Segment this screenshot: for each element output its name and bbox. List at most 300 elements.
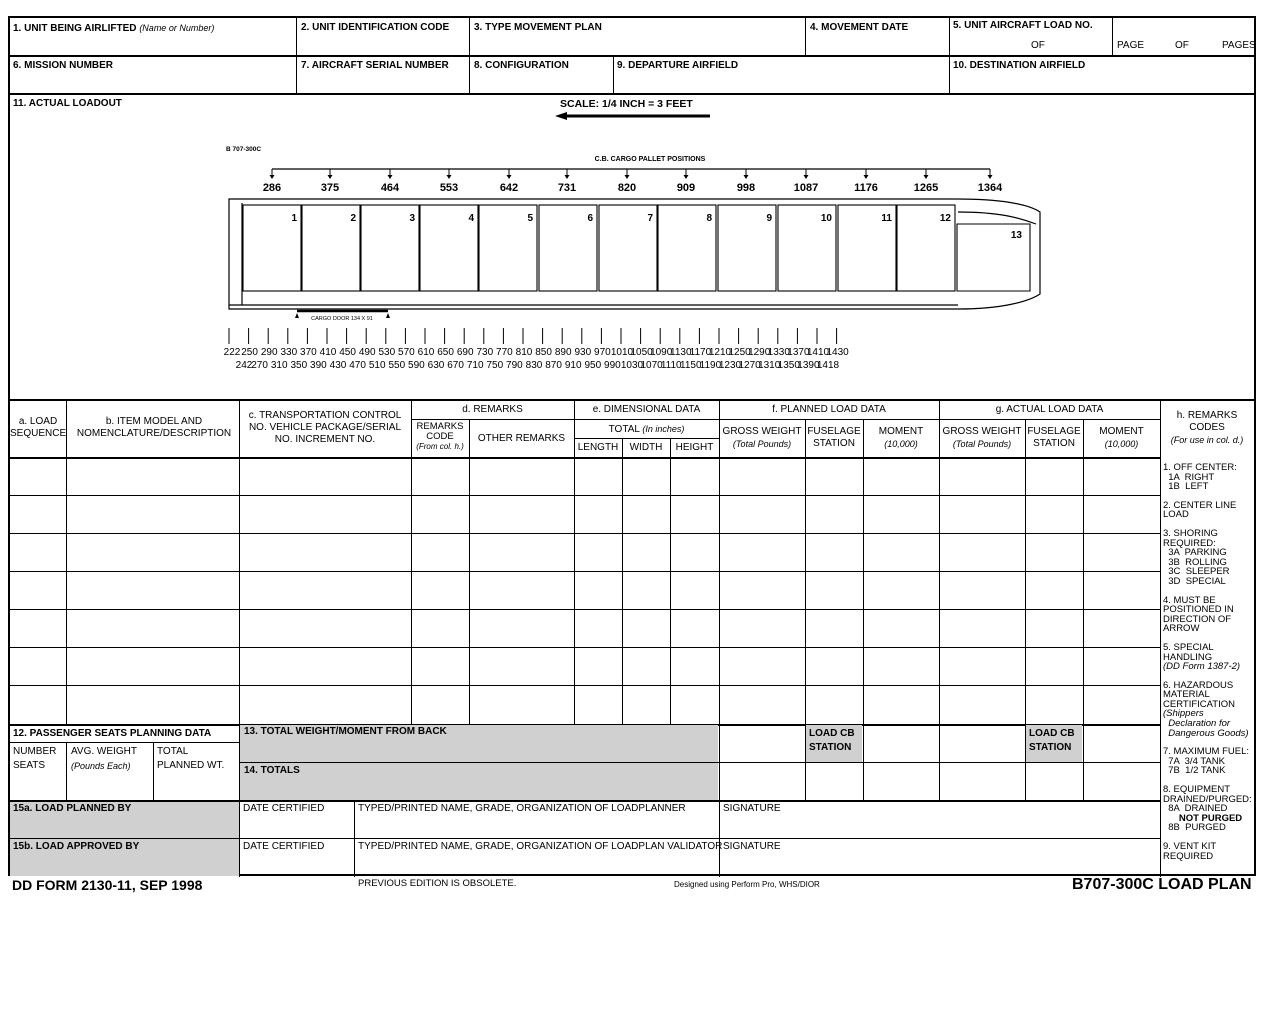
actual-fuselage-station-cell[interactable] [1025, 647, 1083, 685]
length-cell[interactable] [574, 495, 622, 533]
remarks-code-cell[interactable] [411, 495, 469, 533]
station-top-value: 890 [554, 347, 572, 358]
cb-position-value: 909 [676, 182, 696, 194]
remark-code-line: 8. EQUIPMENT [1163, 784, 1231, 796]
station-bottom-value: 670 [447, 360, 464, 371]
length-cell[interactable] [574, 457, 622, 495]
tcn-serial-cell[interactable] [239, 647, 411, 685]
length-cell[interactable] [574, 609, 622, 647]
tcn-serial-cell[interactable] [239, 609, 411, 647]
other-remarks-cell[interactable] [469, 609, 574, 647]
remark-code-line: 7A 3/4 TANK [1163, 755, 1225, 767]
cb-position-value: 375 [320, 182, 340, 194]
station-top-value: 1210 [708, 347, 732, 358]
scale-arrow-head [555, 112, 567, 120]
obsolete-notice: PREVIOUS EDITION IS OBSOLETE. [358, 878, 517, 889]
remark-code-item [1163, 643, 1255, 672]
cb-position-value: 1364 [977, 182, 1003, 194]
form-title: B707-300C LOAD PLAN [1072, 876, 1252, 893]
cb-arrow [864, 175, 869, 179]
totals-label: 14. TOTALS [244, 765, 300, 776]
planned-gross-weight-cell[interactable] [719, 571, 805, 609]
planned-moment-cell[interactable] [863, 495, 939, 533]
pallet-number: 12 [939, 213, 951, 224]
remark-code-item [1163, 681, 1255, 739]
planned-fuselage-station-cell[interactable] [805, 647, 863, 685]
remark-code-line: (Shippers [1163, 708, 1204, 720]
col-b-header: b. ITEM MODEL AND NOMENCLATURE/DESCRIPTION [76, 416, 232, 439]
item-description-cell[interactable] [66, 495, 239, 533]
signature-label-b: SIGNATURE [723, 841, 781, 852]
actual-gross-weight-cell[interactable] [939, 533, 1025, 571]
remark-code-line: 7. MAXIMUM FUEL: [1163, 746, 1250, 758]
station-top-value: 1130 [670, 347, 692, 358]
remark-code-item [1163, 529, 1255, 587]
station-top-value: 250 [241, 347, 258, 358]
station-top-value: 410 [319, 347, 337, 358]
planned-gross-header: GROSS WEIGHT (Total Pounds) [722, 426, 802, 449]
remark-code-line: 3C SLEEPER [1163, 566, 1230, 578]
height-cell[interactable] [670, 571, 719, 609]
actual-load-cb-label: LOAD CB STATION [1029, 728, 1075, 753]
load-sequence-cell[interactable] [10, 609, 66, 647]
station-top-value: 530 [378, 347, 396, 358]
load-of-label: OF [1031, 40, 1045, 51]
tcn-serial-cell[interactable] [239, 533, 411, 571]
remark-code-item [1163, 842, 1255, 861]
station-top-value: 1410 [806, 347, 830, 358]
cb-arrow [507, 175, 512, 179]
height-cell[interactable] [670, 495, 719, 533]
tcn-serial-cell[interactable] [239, 685, 411, 723]
station-bottom-value: 1418 [816, 360, 840, 371]
actual-gross-weight-cell[interactable] [939, 495, 1025, 533]
actual-moment-cell[interactable] [1083, 533, 1160, 571]
width-header: WIDTH [629, 442, 663, 453]
load-planned-by-label: 15a. LOAD PLANNED BY [13, 803, 132, 814]
load-sequence-cell[interactable] [10, 533, 66, 571]
remark-code-line: MATERIAL [1163, 689, 1210, 701]
pallet-number: 6 [587, 213, 593, 224]
remark-code-item [1163, 596, 1255, 634]
remark-code-line: (DD Form 1387-2) [1163, 661, 1241, 673]
cb-arrow [924, 175, 929, 179]
height-cell[interactable] [670, 685, 719, 723]
station-top-value: 1170 [689, 347, 712, 358]
width-cell[interactable] [622, 571, 670, 609]
planned-fuselage-station-cell[interactable] [805, 685, 863, 723]
remark-code-line: 5. SPECIAL [1163, 641, 1214, 653]
remark-code-line: DIRECTION OF [1163, 613, 1232, 625]
pallet-number: 8 [706, 213, 712, 224]
station-top-value: 770 [496, 347, 513, 358]
actual-fuselage-station-cell[interactable] [1025, 609, 1083, 647]
length-cell[interactable] [574, 647, 622, 685]
station-top-value: 650 [437, 347, 454, 358]
cb-position-value: 1087 [793, 182, 819, 194]
unit-aircraft-load-label: 5. UNIT AIRCRAFT LOAD NO. [953, 20, 1093, 31]
station-top-value: 370 [300, 347, 317, 358]
other-remarks-cell[interactable] [469, 571, 574, 609]
height-header: HEIGHT [675, 442, 714, 453]
passenger-seats-label: 12. PASSENGER SEATS PLANNING DATA [13, 728, 212, 739]
station-top-value: 570 [398, 347, 415, 358]
remark-code-line: 3. SHORING [1163, 527, 1218, 539]
actual-moment-cell[interactable] [1083, 685, 1160, 723]
other-remarks-cell[interactable] [469, 457, 574, 495]
departure-airfield-label: 9. DEPARTURE AIRFIELD [617, 60, 739, 71]
avg-weight-label: AVG. WEIGHT (Pounds Each) [71, 746, 137, 771]
cb-arrow [625, 175, 630, 179]
remark-code-line: NOT PURGED [1163, 812, 1243, 824]
station-top-value: 1090 [650, 347, 673, 358]
station-top-value: 1250 [728, 347, 751, 358]
item-description-cell[interactable] [66, 533, 239, 571]
remark-code-line: 6. HAZARDOUS [1163, 679, 1234, 691]
station-bottom-value: 1310 [758, 360, 781, 371]
pallet-number: 4 [468, 213, 474, 224]
station-top-value: 1050 [630, 347, 653, 358]
station-bottom-value: 1230 [718, 360, 742, 371]
station-bottom-value: 830 [525, 360, 543, 371]
station-top-value: 730 [476, 347, 494, 358]
total-inches-header: TOTAL (In inches) [608, 424, 685, 435]
planned-gross-weight-cell[interactable] [719, 609, 805, 647]
actual-moment-cell[interactable] [1083, 457, 1160, 495]
col-d-header: d. REMARKS [462, 404, 523, 415]
col-a-header: a. LOAD SEQUENCE [10, 416, 67, 439]
height-cell[interactable] [670, 609, 719, 647]
cb-position-value: 464 [380, 182, 400, 194]
station-top-value: 930 [574, 347, 592, 358]
pallet-number: 9 [766, 213, 772, 224]
actual-moment-cell[interactable] [1083, 495, 1160, 533]
station-top-value: 490 [358, 347, 376, 358]
length-header: LENGTH [577, 442, 619, 453]
planned-moment-cell[interactable] [863, 571, 939, 609]
planned-gross-weight-cell[interactable] [719, 647, 805, 685]
actual-moment-cell[interactable] [1083, 647, 1160, 685]
station-bottom-value: 430 [329, 360, 347, 371]
station-top-value: 690 [456, 347, 474, 358]
remark-code-line: DRAINED/PURGED: [1163, 793, 1252, 805]
aircraft-serial-label: 7. AIRCRAFT SERIAL NUMBER [301, 60, 449, 71]
unit-id-code-label: 2. UNIT IDENTIFICATION CODE [301, 22, 450, 33]
cb-position-value: 286 [262, 182, 282, 194]
remark-code-line: 3A PARKING [1163, 547, 1227, 559]
height-cell[interactable] [670, 533, 719, 571]
planned-fuselage-station-cell[interactable] [805, 457, 863, 495]
actual-loadout-label: 11. ACTUAL LOADOUT [13, 98, 122, 109]
actual-moment-header: MOMENT (10,000) [1099, 426, 1144, 449]
remark-code-line: 3B ROLLING [1163, 556, 1227, 568]
station-top-value: 290 [260, 347, 278, 358]
total-planned-label: TOTAL PLANNED WT. [157, 746, 225, 771]
pallet-number: 3 [409, 213, 415, 224]
movement-date-label: 4. MOVEMENT DATE [810, 22, 909, 33]
other-remarks-cell[interactable] [469, 495, 574, 533]
height-cell[interactable] [670, 457, 719, 495]
station-bottom-value: 390 [310, 360, 327, 371]
other-remarks-cell[interactable] [469, 685, 574, 723]
actual-fuselage-station-cell[interactable] [1025, 533, 1083, 571]
load-sequence-cell[interactable] [10, 647, 66, 685]
station-top-value: 330 [280, 347, 298, 358]
scale-label: SCALE: 1/4 INCH = 3 FEET [560, 98, 693, 110]
signature-label-a: SIGNATURE [723, 803, 781, 814]
load-sequence-cell[interactable] [10, 495, 66, 533]
actual-gross-weight-cell[interactable] [939, 647, 1025, 685]
cb-arrow [804, 175, 809, 179]
planned-gross-weight-cell[interactable] [719, 685, 805, 723]
remark-code-line: 1. OFF CENTER: [1163, 462, 1237, 473]
cb-position-value: 642 [499, 182, 519, 194]
height-cell[interactable] [670, 647, 719, 685]
remark-code-line: LOAD [1163, 509, 1189, 521]
remarks-code-header: REMARKS CODE (From col. h.) [416, 421, 464, 451]
cb-arrow [744, 175, 749, 179]
planned-fuselage-header: FUSELAGE STATION [807, 426, 861, 449]
page-label: PAGE [1117, 40, 1145, 51]
cargo-door-label: CARGO DOOR 134 X 91 [311, 316, 373, 322]
station-bottom-value: 510 [368, 360, 386, 371]
remark-code-line: Declaration for [1163, 718, 1231, 730]
station-bottom-value: 350 [290, 360, 308, 371]
aircraft-type-label: B 707-300C [226, 146, 262, 153]
actual-moment-cell[interactable] [1083, 571, 1160, 609]
station-bottom-value: 630 [427, 360, 445, 371]
remark-code-line: 1B LEFT [1163, 481, 1209, 493]
station-bottom-value: 1190 [699, 360, 722, 371]
remark-code-line: HANDLING [1163, 651, 1213, 663]
number-seats-label: NUMBER SEATS [13, 746, 57, 771]
date-certified-label-b: DATE CERTIFIED [243, 841, 325, 852]
station-bottom-value: 1350 [777, 360, 800, 371]
planned-moment-cell[interactable] [863, 647, 939, 685]
other-remarks-header: OTHER REMARKS [477, 433, 566, 444]
station-bottom-value: 710 [466, 360, 484, 371]
station-top-value: 1370 [787, 347, 810, 358]
width-cell[interactable] [622, 685, 670, 723]
width-cell[interactable] [622, 457, 670, 495]
item-description-cell[interactable] [66, 685, 239, 723]
length-cell[interactable] [574, 533, 622, 571]
actual-gross-weight-cell[interactable] [939, 609, 1025, 647]
station-bottom-value: 242 [235, 360, 253, 371]
date-certified-label-a: DATE CERTIFIED [243, 803, 325, 814]
station-top-value: 1290 [748, 347, 771, 358]
load-plan-form [8, 16, 1256, 876]
remarks-codes-list [1163, 463, 1255, 870]
remark-code-line: 4. MUST BE [1163, 594, 1216, 606]
planned-gross-weight-cell[interactable] [719, 533, 805, 571]
remark-code-line: CERTIFICATION [1163, 698, 1235, 710]
station-bottom-value: 910 [564, 360, 582, 371]
item-description-cell[interactable] [66, 609, 239, 647]
planned-moment-header: MOMENT (10,000) [878, 426, 924, 449]
station-bottom-value: 1270 [738, 360, 761, 371]
remark-code-line: REQUIRED: [1163, 537, 1216, 549]
remark-code-line: 9. VENT KIT [1163, 841, 1217, 852]
other-remarks-cell[interactable] [469, 647, 574, 685]
actual-fuselage-station-cell[interactable] [1025, 685, 1083, 723]
station-top-value: 1010 [610, 347, 634, 358]
actual-fuselage-station-cell[interactable] [1025, 571, 1083, 609]
tcn-serial-cell[interactable] [239, 457, 411, 495]
station-bottom-value: 790 [506, 360, 523, 371]
station-bottom-value: 270 [251, 360, 268, 371]
page-of-label: OF [1175, 40, 1189, 51]
cb-arrow [447, 175, 452, 179]
station-bottom-value: 1070 [640, 360, 663, 371]
planned-fuselage-station-cell[interactable] [805, 533, 863, 571]
form-number: DD FORM 2130-11, SEP 1998 [12, 877, 203, 893]
planned-gross-weight-cell[interactable] [719, 495, 805, 533]
pallet-number: 13 [1010, 230, 1022, 241]
actual-moment-cell[interactable] [1083, 609, 1160, 647]
actual-gross-weight-cell[interactable] [939, 571, 1025, 609]
station-bottom-value: 950 [584, 360, 602, 371]
remark-code-line: REQUIRED [1163, 850, 1214, 862]
remarks-code-cell[interactable] [411, 571, 469, 609]
cb-position-value: 1176 [854, 182, 878, 194]
remarks-code-cell[interactable] [411, 533, 469, 571]
item-description-cell[interactable] [66, 457, 239, 495]
planned-gross-weight-cell[interactable] [719, 457, 805, 495]
remark-code-line: 2. CENTER LINE [1163, 499, 1237, 511]
station-bottom-value: 550 [388, 360, 406, 371]
col-e-header: e. DIMENSIONAL DATA [592, 404, 701, 415]
planned-fuselage-station-cell[interactable] [805, 609, 863, 647]
station-bottom-value: 750 [486, 360, 504, 371]
station-bottom-value: 470 [349, 360, 366, 371]
cb-arrow [565, 175, 570, 179]
planned-moment-cell[interactable] [863, 685, 939, 723]
width-cell[interactable] [622, 609, 670, 647]
length-cell[interactable] [574, 571, 622, 609]
station-bottom-value: 990 [604, 360, 621, 371]
cb-arrow [684, 175, 689, 179]
tcn-serial-cell[interactable] [239, 571, 411, 609]
remark-code-line: 8A DRAINED [1163, 803, 1228, 815]
remarks-code-cell[interactable] [411, 647, 469, 685]
cb-arrow [328, 175, 333, 179]
cb-position-value: 1265 [913, 182, 939, 194]
aircraft-diagram [10, 104, 1254, 384]
width-cell[interactable] [622, 495, 670, 533]
type-movement-plan-label: 3. TYPE MOVEMENT PLAN [474, 22, 602, 33]
station-bottom-value: 1150 [680, 360, 702, 371]
item-description-cell[interactable] [66, 647, 239, 685]
remark-code-line: ARROW [1163, 623, 1200, 635]
unit-airlifted-label: 1. UNIT BEING AIRLIFTED (Name or Number) [13, 23, 215, 34]
load-sequence-cell[interactable] [10, 685, 66, 723]
col-c-header: c. TRANSPORTATION CONTROL NO. VEHICLE PACKAGE/SERIAL NO. INCREMENT NO. [248, 410, 402, 445]
remark-code-line: Dangerous Goods) [1163, 727, 1249, 739]
station-bottom-value: 590 [408, 360, 425, 371]
station-top-value: 850 [535, 347, 552, 358]
planned-load-cb-label: LOAD CB STATION [809, 728, 855, 753]
planned-fuselage-station-cell[interactable] [805, 495, 863, 533]
remark-code-line: 3D SPECIAL [1163, 575, 1226, 587]
remarks-code-cell[interactable] [411, 685, 469, 723]
station-top-value: 450 [339, 347, 356, 358]
actual-gross-weight-cell[interactable] [939, 457, 1025, 495]
cb-position-value: 731 [557, 182, 577, 194]
remark-code-line: POSITIONED IN [1163, 604, 1234, 616]
actual-gross-header: GROSS WEIGHT (Total Pounds) [942, 426, 1022, 449]
remarks-code-cell[interactable] [411, 457, 469, 495]
typed-name-validator-label: TYPED/PRINTED NAME, GRADE, ORGANIZATION OF LOADPLAN VALIDATOR [358, 841, 723, 852]
load-sequence-cell[interactable] [10, 457, 66, 495]
other-remarks-cell[interactable] [469, 533, 574, 571]
load-approved-by-label: 15b. LOAD APPROVED BY [13, 841, 140, 852]
planned-moment-cell[interactable] [863, 533, 939, 571]
station-bottom-value: 1030 [620, 360, 644, 371]
station-top-value: 1330 [767, 347, 790, 358]
pallet-number: 1 [291, 213, 297, 224]
pages-label: PAGES [1222, 40, 1256, 51]
station-bottom-value: 870 [545, 360, 562, 371]
cb-arrow [388, 175, 393, 179]
pallet-number: 2 [350, 213, 356, 224]
pallet-number: 11 [881, 213, 892, 224]
item-description-cell[interactable] [66, 571, 239, 609]
col-f-header: f. PLANNED LOAD DATA [772, 404, 886, 415]
remark-code-item [1163, 463, 1255, 492]
remark-code-item [1163, 501, 1255, 520]
planned-moment-cell[interactable] [863, 457, 939, 495]
planned-moment-cell[interactable] [863, 609, 939, 647]
remark-code-line: 7B 1/2 TANK [1163, 765, 1226, 777]
remarks-code-cell[interactable] [411, 609, 469, 647]
cb-arrow [988, 175, 993, 179]
pallet-number: 10 [820, 213, 832, 224]
station-bottom-value: 1390 [797, 360, 820, 371]
station-top-value: 222 [223, 347, 241, 358]
configuration-label: 8. CONFIGURATION [474, 60, 569, 71]
station-bottom-value: 310 [270, 360, 288, 371]
cargo-door-arrow [295, 313, 299, 318]
cb-position-value: 553 [439, 182, 459, 194]
station-top-value: 810 [515, 347, 533, 358]
pallet-number: 7 [647, 213, 653, 224]
destination-airfield-label: 10. DESTINATION AIRFIELD [953, 60, 1086, 71]
actual-fuselage-header: FUSELAGE STATION [1027, 426, 1081, 449]
tcn-serial-cell[interactable] [239, 495, 411, 533]
actual-fuselage-station-cell[interactable] [1025, 495, 1083, 533]
load-table-body [10, 457, 1160, 724]
planned-fuselage-station-cell[interactable] [805, 571, 863, 609]
cb-position-value: 998 [736, 182, 756, 194]
actual-fuselage-station-cell[interactable] [1025, 457, 1083, 495]
width-cell[interactable] [622, 533, 670, 571]
col-h-header: h. REMARKS CODES (For use in col. d.) [1170, 410, 1244, 445]
load-sequence-cell[interactable] [10, 571, 66, 609]
cb-position-value: 820 [617, 182, 637, 194]
station-top-value: 970 [594, 347, 611, 358]
remark-code-line: 8B PURGED [1163, 822, 1226, 834]
remark-code-line: 1A RIGHT [1163, 471, 1215, 483]
total-from-back-label: 13. TOTAL WEIGHT/MOMENT FROM BACK [244, 726, 447, 737]
cargo-door-arrow [386, 313, 390, 318]
actual-gross-weight-cell[interactable] [939, 685, 1025, 723]
pallet-number: 5 [527, 213, 533, 224]
station-bottom-value: 1110 [660, 360, 682, 371]
length-cell[interactable] [574, 685, 622, 723]
mission-number-label: 6. MISSION NUMBER [13, 60, 114, 71]
width-cell[interactable] [622, 647, 670, 685]
